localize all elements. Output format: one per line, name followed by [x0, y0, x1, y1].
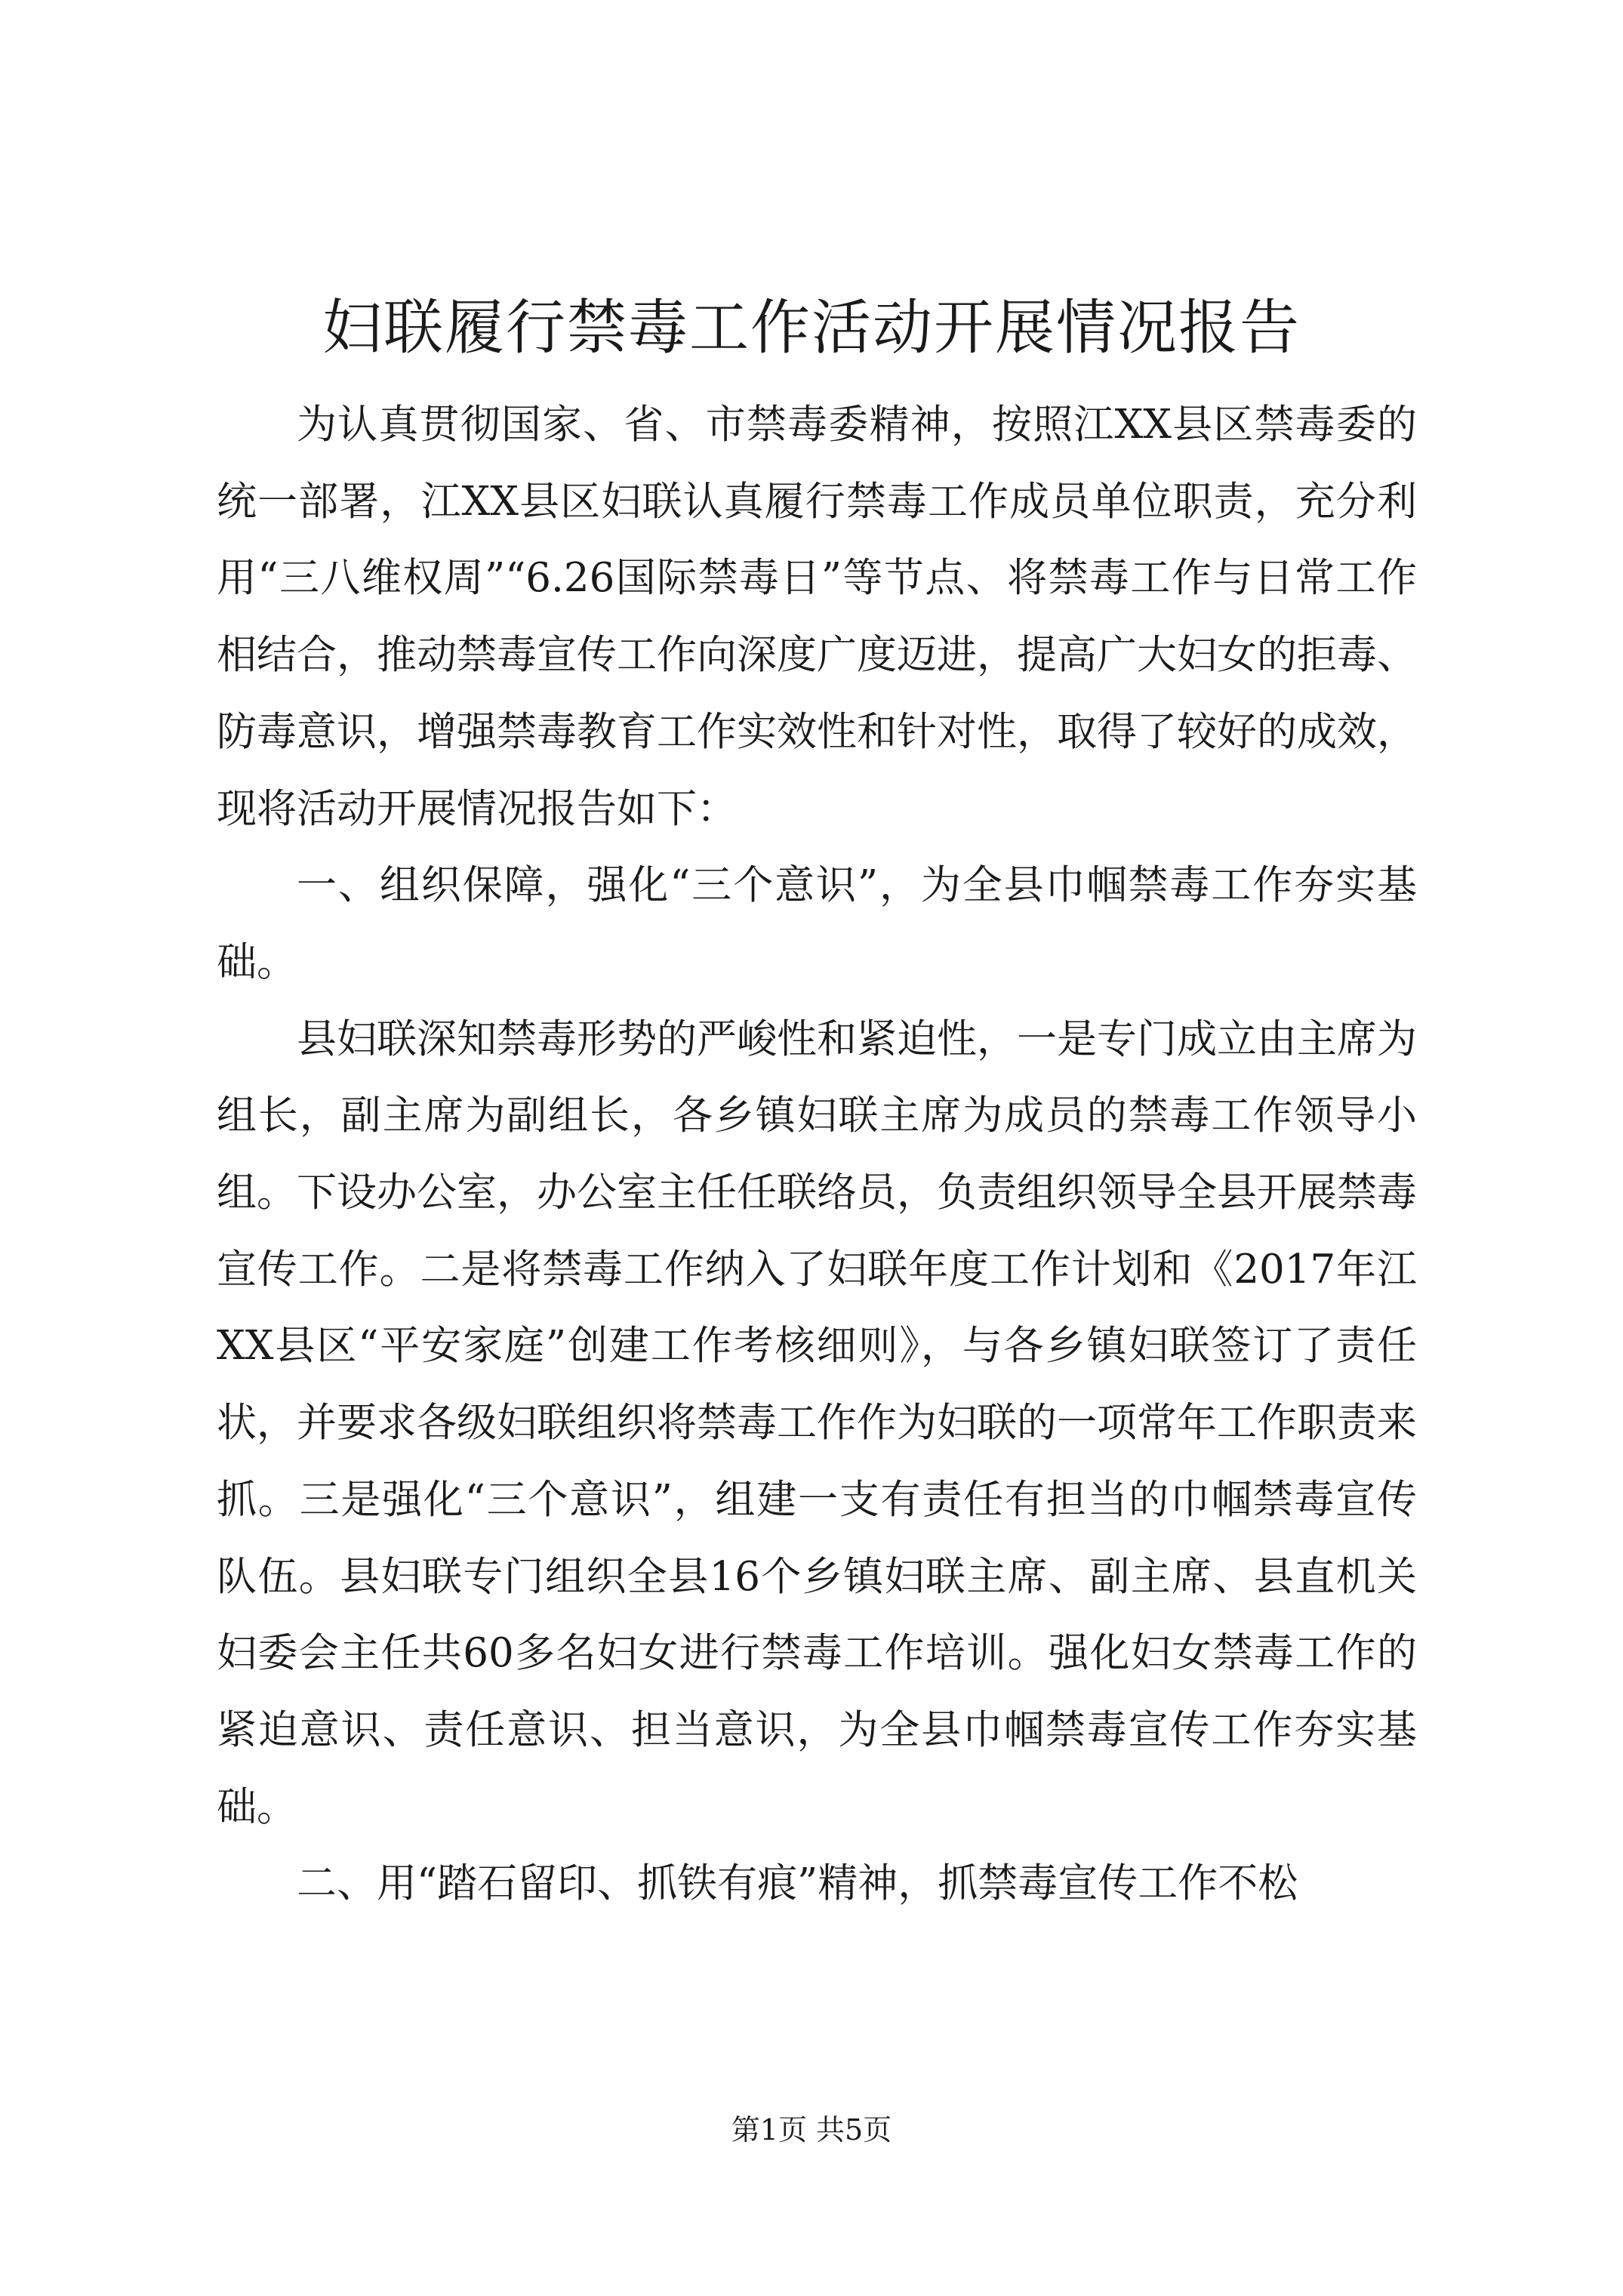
paragraph-intro: 为认真贯彻国家、省、市禁毒委精神，按照江XX县区禁毒委的统一部署，江XX县区妇联认真履行禁毒工作成员单位职责，充分利用“三八维权周”“6.26国际禁毒日”等节点、将禁毒工作与日常工作相结合，推动禁毒宣传工作向深度广度迈进，提高广大妇女的拒毒、防毒意识，增强禁毒教育工作实效性和针对性，取得了较好的成效，现将活动开展情况报告如下： — [217, 402, 1417, 832]
paragraph-section-two-heading: 二、用“踏石留印、抓铁有痕”精神，抓禁毒宣传工作不松 — [297, 1860, 1298, 1907]
paragraph-section-one-heading: 一、组织保障，强化“三个意识”，为全县巾帼禁毒工作夯实基础。 — [217, 862, 1417, 985]
paragraph-section-one-body: 县妇联深知禁毒形势的严峻性和紧迫性，一是专门成立由主席为组长，副主席为副组长，各乡镇妇联主席为成员的禁毒工作领导小组。下设办公室，办公室主任任联络员，负责组织领导全县开展禁毒宣传工作。二是将禁毒工作纳入了妇联年度工作计划和《2017年江XX县区“平安家庭”创建工作考核细则》，与各乡镇妇联签订了责任状，并要求各级妇联组织将禁毒工作作为妇联的一项常年工作职责来抓。三是强化“三个意识”，组建一支有责任有担当的巾帼禁毒宣传队伍。县妇联专门组织全县16个乡镇妇联主席、副主席、县直机关妇委会主任共60多名妇女进行禁毒工作培训。强化妇女禁毒工作的紧迫意识、责任意识、担当意识，为全县巾帼禁毒宣传工作夯实基础。 — [217, 1015, 1417, 1830]
document-body — [217, 387, 1417, 1922]
page-number-footer: 第1页 共5页 — [731, 2113, 892, 2147]
document-title: 妇联履行禁毒工作活动开展情况报告 — [322, 293, 1301, 362]
